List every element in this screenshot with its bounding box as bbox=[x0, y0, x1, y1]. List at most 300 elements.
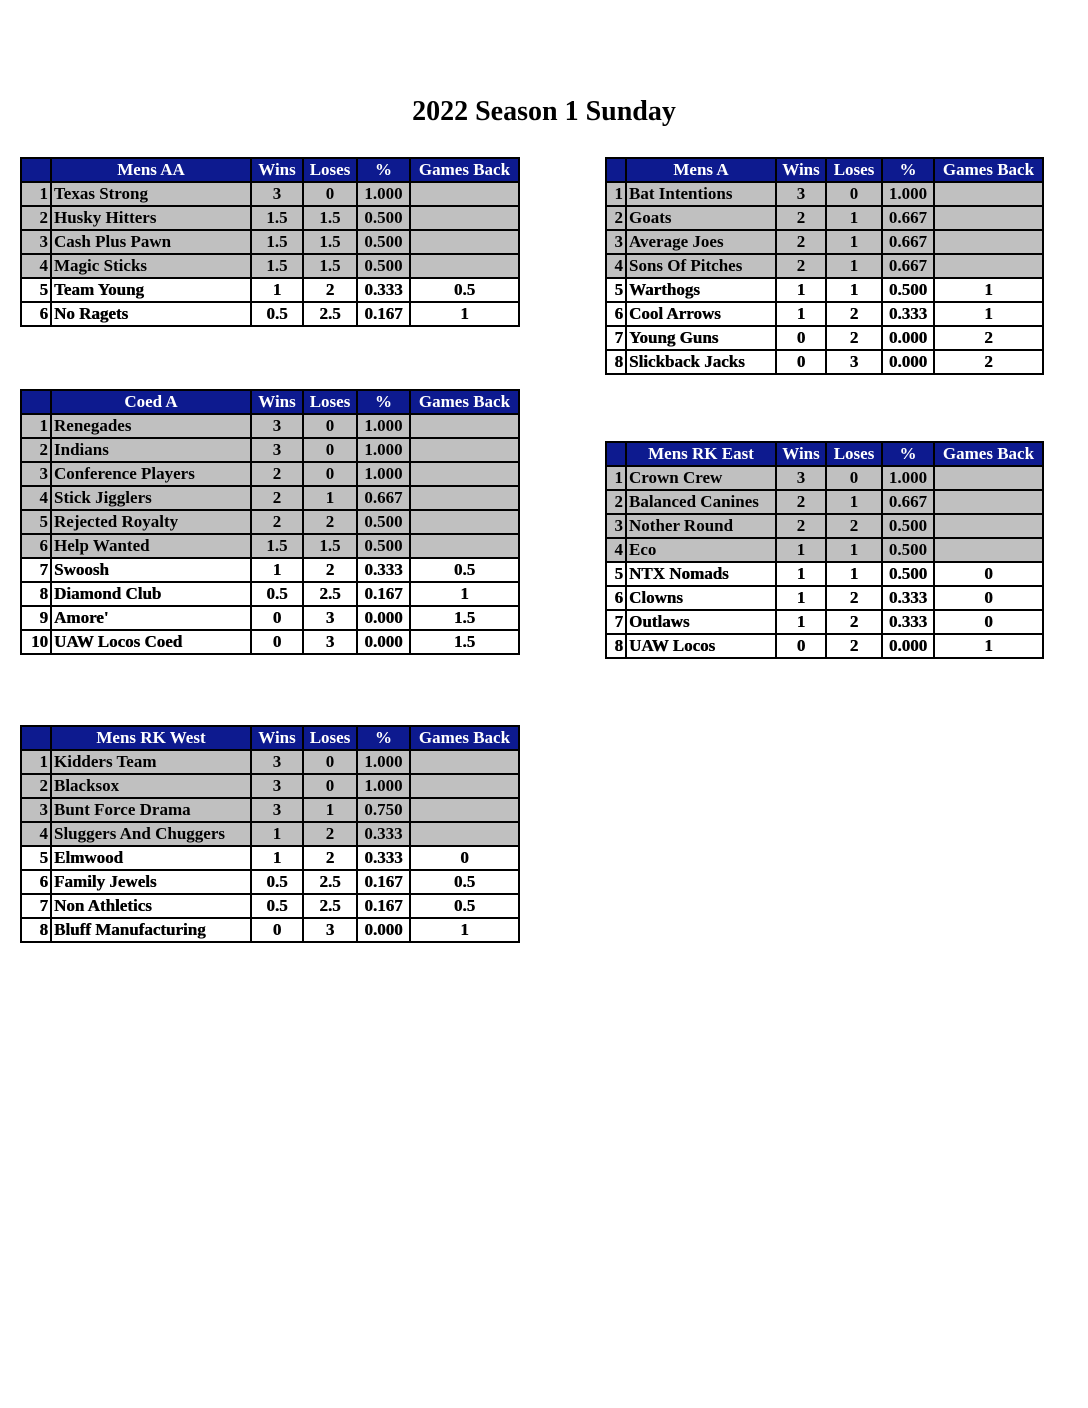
loses-cell: 1 bbox=[826, 538, 882, 562]
team-name-cell: Eco bbox=[626, 538, 776, 562]
games-back-header: Games Back bbox=[410, 158, 519, 182]
games-back-cell bbox=[410, 438, 519, 462]
wins-cell: 2 bbox=[251, 486, 303, 510]
games-back-cell: 1 bbox=[934, 278, 1043, 302]
standings-row bbox=[21, 534, 519, 558]
wins-cell: 1 bbox=[776, 562, 826, 586]
pct-cell: 1.000 bbox=[882, 182, 934, 206]
games-back-cell bbox=[410, 510, 519, 534]
games-back-header: Games Back bbox=[410, 390, 519, 414]
loses-cell: 0 bbox=[303, 438, 357, 462]
wins-cell: 3 bbox=[251, 750, 303, 774]
standings-row bbox=[21, 894, 519, 918]
pct-cell: 0.500 bbox=[882, 538, 934, 562]
mens-rk-east-standings-table bbox=[605, 441, 1044, 659]
team-name-cell: Cash Plus Pawn bbox=[51, 230, 251, 254]
pct-cell: 0.500 bbox=[357, 534, 410, 558]
pct-cell: 0.000 bbox=[357, 630, 410, 654]
standings-row bbox=[606, 490, 1043, 514]
pct-cell: 0.333 bbox=[357, 846, 410, 870]
games-back-cell bbox=[934, 466, 1043, 490]
team-name-cell: Conference Players bbox=[51, 462, 251, 486]
loses-header: Loses bbox=[303, 158, 357, 182]
rank-cell: 3 bbox=[21, 798, 51, 822]
loses-cell: 0 bbox=[303, 462, 357, 486]
team-name-cell: Non Athletics bbox=[51, 894, 251, 918]
pct-cell: 0.500 bbox=[357, 230, 410, 254]
pct-cell: 0.333 bbox=[882, 586, 934, 610]
team-name-cell: UAW Locos bbox=[626, 634, 776, 658]
wins-cell: 0.5 bbox=[251, 870, 303, 894]
loses-header: Loses bbox=[303, 390, 357, 414]
pct-cell: 1.000 bbox=[357, 414, 410, 438]
games-back-cell: 1 bbox=[410, 918, 519, 942]
wins-cell: 1.5 bbox=[251, 206, 303, 230]
team-name-cell: Young Guns bbox=[626, 326, 776, 350]
rank-header bbox=[606, 442, 626, 466]
loses-cell: 1 bbox=[826, 562, 882, 586]
rank-cell: 4 bbox=[21, 822, 51, 846]
loses-cell: 2.5 bbox=[303, 870, 357, 894]
rank-cell: 8 bbox=[21, 918, 51, 942]
pct-cell: 0.167 bbox=[357, 582, 410, 606]
division-name-header: Mens RK East bbox=[626, 442, 776, 466]
wins-header: Wins bbox=[251, 390, 303, 414]
rank-cell: 3 bbox=[21, 462, 51, 486]
games-back-cell: 0.5 bbox=[410, 894, 519, 918]
pct-cell: 1.000 bbox=[357, 182, 410, 206]
header-row bbox=[606, 442, 1043, 466]
games-back-cell: 1 bbox=[934, 634, 1043, 658]
pct-cell: 0.500 bbox=[882, 514, 934, 538]
games-back-cell bbox=[410, 254, 519, 278]
loses-cell: 0 bbox=[303, 414, 357, 438]
games-back-cell bbox=[410, 798, 519, 822]
games-back-cell: 1 bbox=[410, 582, 519, 606]
wins-cell: 0 bbox=[251, 918, 303, 942]
team-name-cell: Average Joes bbox=[626, 230, 776, 254]
wins-cell: 0 bbox=[776, 326, 826, 350]
rank-cell: 4 bbox=[606, 254, 626, 278]
loses-cell: 1 bbox=[826, 278, 882, 302]
games-back-header: Games Back bbox=[934, 158, 1043, 182]
games-back-cell bbox=[410, 750, 519, 774]
games-back-cell bbox=[934, 230, 1043, 254]
standings-row bbox=[606, 586, 1043, 610]
rank-cell: 5 bbox=[21, 510, 51, 534]
team-name-cell: Warthogs bbox=[626, 278, 776, 302]
team-name-cell: Indians bbox=[51, 438, 251, 462]
loses-cell: 0 bbox=[826, 466, 882, 490]
team-name-cell: Magic Sticks bbox=[51, 254, 251, 278]
standings-row bbox=[606, 254, 1043, 278]
wins-cell: 3 bbox=[251, 798, 303, 822]
standings-row bbox=[21, 462, 519, 486]
games-back-cell bbox=[410, 230, 519, 254]
loses-cell: 1.5 bbox=[303, 230, 357, 254]
standings-row bbox=[21, 302, 519, 326]
standings-row bbox=[606, 278, 1043, 302]
rank-cell: 10 bbox=[21, 630, 51, 654]
wins-cell: 2 bbox=[776, 490, 826, 514]
games-back-cell bbox=[410, 414, 519, 438]
division-name-header: Mens A bbox=[626, 158, 776, 182]
loses-cell: 1.5 bbox=[303, 534, 357, 558]
team-name-cell: NTX Nomads bbox=[626, 562, 776, 586]
page-title: 2022 Season 1 Sunday bbox=[412, 96, 676, 127]
standings-row bbox=[21, 206, 519, 230]
loses-cell: 2 bbox=[303, 510, 357, 534]
games-back-cell bbox=[934, 490, 1043, 514]
team-name-cell: Swoosh bbox=[51, 558, 251, 582]
standings-row bbox=[606, 350, 1043, 374]
standings-row bbox=[21, 230, 519, 254]
loses-header: Loses bbox=[303, 726, 357, 750]
loses-cell: 1 bbox=[826, 254, 882, 278]
standings-row bbox=[606, 182, 1043, 206]
rank-cell: 3 bbox=[606, 514, 626, 538]
pct-cell: 1.000 bbox=[357, 438, 410, 462]
header-row bbox=[21, 726, 519, 750]
loses-cell: 0 bbox=[303, 750, 357, 774]
pct-cell: 0.167 bbox=[357, 894, 410, 918]
standings-row bbox=[606, 230, 1043, 254]
wins-cell: 1.5 bbox=[251, 230, 303, 254]
wins-cell: 0 bbox=[251, 606, 303, 630]
rank-header bbox=[606, 158, 626, 182]
standings-row bbox=[21, 182, 519, 206]
wins-header: Wins bbox=[776, 442, 826, 466]
games-back-cell: 2 bbox=[934, 350, 1043, 374]
mens-aa-standings-table bbox=[20, 157, 520, 327]
loses-cell: 2.5 bbox=[303, 582, 357, 606]
games-back-cell: 1 bbox=[410, 302, 519, 326]
pct-cell: 1.000 bbox=[357, 774, 410, 798]
games-back-cell: 1 bbox=[934, 302, 1043, 326]
team-name-cell: UAW Locos Coed bbox=[51, 630, 251, 654]
rank-cell: 5 bbox=[21, 846, 51, 870]
wins-cell: 3 bbox=[251, 414, 303, 438]
team-name-cell: Balanced Canines bbox=[626, 490, 776, 514]
rank-cell: 6 bbox=[21, 870, 51, 894]
rank-cell: 2 bbox=[606, 206, 626, 230]
rank-cell: 7 bbox=[21, 558, 51, 582]
team-name-cell: Cool Arrows bbox=[626, 302, 776, 326]
team-name-cell: Husky Hitters bbox=[51, 206, 251, 230]
rank-header bbox=[21, 726, 51, 750]
team-name-cell: Texas Strong bbox=[51, 182, 251, 206]
pct-header: % bbox=[357, 390, 410, 414]
pct-cell: 0.333 bbox=[882, 610, 934, 634]
games-back-cell bbox=[934, 206, 1043, 230]
division-name-header: Mens RK West bbox=[51, 726, 251, 750]
division-name-header: Mens AA bbox=[51, 158, 251, 182]
loses-cell: 2 bbox=[826, 610, 882, 634]
team-name-cell: Amore' bbox=[51, 606, 251, 630]
standings-row bbox=[606, 562, 1043, 586]
standings-row bbox=[21, 582, 519, 606]
standings-row bbox=[606, 302, 1043, 326]
standings-row bbox=[21, 606, 519, 630]
games-back-cell bbox=[410, 534, 519, 558]
standings-row bbox=[606, 610, 1043, 634]
pct-cell: 0.333 bbox=[357, 278, 410, 302]
pct-cell: 0.167 bbox=[357, 302, 410, 326]
team-name-cell: Stick Jigglers bbox=[51, 486, 251, 510]
rank-cell: 8 bbox=[606, 634, 626, 658]
team-name-cell: No Ragets bbox=[51, 302, 251, 326]
loses-cell: 2 bbox=[303, 822, 357, 846]
mens-rk-west-standings-table bbox=[20, 725, 520, 943]
games-back-cell bbox=[410, 774, 519, 798]
loses-cell: 0 bbox=[303, 774, 357, 798]
loses-cell: 3 bbox=[303, 630, 357, 654]
games-back-cell bbox=[934, 538, 1043, 562]
team-name-cell: Diamond Club bbox=[51, 582, 251, 606]
team-name-cell: Blacksox bbox=[51, 774, 251, 798]
pct-cell: 0.667 bbox=[882, 254, 934, 278]
header-row bbox=[606, 158, 1043, 182]
pct-cell: 0.500 bbox=[882, 562, 934, 586]
pct-cell: 0.000 bbox=[882, 350, 934, 374]
pct-cell: 0.667 bbox=[882, 206, 934, 230]
games-back-cell: 0 bbox=[410, 846, 519, 870]
pct-header: % bbox=[357, 158, 410, 182]
loses-cell: 3 bbox=[303, 918, 357, 942]
loses-cell: 1 bbox=[826, 206, 882, 230]
wins-cell: 0.5 bbox=[251, 894, 303, 918]
header-row bbox=[21, 390, 519, 414]
rank-cell: 1 bbox=[606, 182, 626, 206]
rank-cell: 7 bbox=[606, 326, 626, 350]
loses-cell: 0 bbox=[826, 182, 882, 206]
loses-cell: 1.5 bbox=[303, 206, 357, 230]
team-name-cell: Rejected Royalty bbox=[51, 510, 251, 534]
loses-header: Loses bbox=[826, 158, 882, 182]
team-name-cell: Bluff Manufacturing bbox=[51, 918, 251, 942]
loses-cell: 2 bbox=[826, 586, 882, 610]
pct-cell: 1.000 bbox=[357, 462, 410, 486]
wins-cell: 0.5 bbox=[251, 582, 303, 606]
wins-cell: 1.5 bbox=[251, 254, 303, 278]
standings-row bbox=[606, 514, 1043, 538]
wins-cell: 2 bbox=[776, 514, 826, 538]
pct-cell: 0.500 bbox=[882, 278, 934, 302]
wins-cell: 1 bbox=[251, 846, 303, 870]
wins-header: Wins bbox=[251, 158, 303, 182]
rank-cell: 2 bbox=[606, 490, 626, 514]
wins-cell: 0 bbox=[776, 350, 826, 374]
rank-cell: 6 bbox=[21, 534, 51, 558]
pct-cell: 0.333 bbox=[357, 822, 410, 846]
loses-cell: 1 bbox=[303, 798, 357, 822]
games-back-cell bbox=[410, 462, 519, 486]
games-back-cell bbox=[934, 254, 1043, 278]
games-back-cell bbox=[410, 486, 519, 510]
games-back-cell bbox=[410, 182, 519, 206]
pct-cell: 0.500 bbox=[357, 206, 410, 230]
rank-cell: 6 bbox=[606, 302, 626, 326]
games-back-cell: 0 bbox=[934, 562, 1043, 586]
pct-cell: 0.167 bbox=[357, 870, 410, 894]
pct-cell: 0.667 bbox=[882, 230, 934, 254]
rank-cell: 7 bbox=[606, 610, 626, 634]
standings-row bbox=[21, 774, 519, 798]
loses-cell: 2 bbox=[826, 326, 882, 350]
wins-cell: 1 bbox=[776, 302, 826, 326]
division-name-header: Coed A bbox=[51, 390, 251, 414]
rank-cell: 4 bbox=[606, 538, 626, 562]
loses-cell: 3 bbox=[303, 606, 357, 630]
pct-cell: 0.500 bbox=[357, 510, 410, 534]
team-name-cell: Team Young bbox=[51, 278, 251, 302]
pct-cell: 1.000 bbox=[357, 750, 410, 774]
wins-cell: 1 bbox=[776, 538, 826, 562]
loses-cell: 1.5 bbox=[303, 254, 357, 278]
wins-cell: 1 bbox=[251, 822, 303, 846]
rank-header bbox=[21, 390, 51, 414]
wins-cell: 3 bbox=[251, 774, 303, 798]
loses-cell: 2 bbox=[303, 846, 357, 870]
wins-header: Wins bbox=[776, 158, 826, 182]
wins-cell: 0.5 bbox=[251, 302, 303, 326]
loses-cell: 1 bbox=[303, 486, 357, 510]
rank-cell: 1 bbox=[606, 466, 626, 490]
games-back-cell: 0.5 bbox=[410, 870, 519, 894]
rank-cell: 5 bbox=[21, 278, 51, 302]
standings-row bbox=[21, 918, 519, 942]
pct-cell: 0.333 bbox=[357, 558, 410, 582]
wins-cell: 2 bbox=[776, 230, 826, 254]
pct-cell: 1.000 bbox=[882, 466, 934, 490]
rank-cell: 4 bbox=[21, 486, 51, 510]
rank-cell: 1 bbox=[21, 750, 51, 774]
rank-cell: 7 bbox=[21, 894, 51, 918]
games-back-cell bbox=[410, 822, 519, 846]
games-back-cell: 0.5 bbox=[410, 278, 519, 302]
rank-cell: 8 bbox=[21, 582, 51, 606]
loses-cell: 2 bbox=[303, 558, 357, 582]
standings-row bbox=[21, 750, 519, 774]
rank-cell: 3 bbox=[606, 230, 626, 254]
team-name-cell: Renegades bbox=[51, 414, 251, 438]
wins-cell: 0 bbox=[251, 630, 303, 654]
wins-cell: 2 bbox=[251, 462, 303, 486]
loses-header: Loses bbox=[826, 442, 882, 466]
loses-cell: 2.5 bbox=[303, 302, 357, 326]
pct-header: % bbox=[882, 158, 934, 182]
mens-a-standings-table bbox=[605, 157, 1044, 375]
wins-cell: 1 bbox=[776, 610, 826, 634]
games-back-cell: 1.5 bbox=[410, 606, 519, 630]
wins-cell: 2 bbox=[776, 254, 826, 278]
games-back-cell: 0 bbox=[934, 610, 1043, 634]
header-row bbox=[21, 158, 519, 182]
loses-cell: 1 bbox=[826, 490, 882, 514]
games-back-cell: 0.5 bbox=[410, 558, 519, 582]
rank-cell: 5 bbox=[606, 562, 626, 586]
games-back-header: Games Back bbox=[410, 726, 519, 750]
standings-row bbox=[606, 206, 1043, 230]
standings-row bbox=[606, 634, 1043, 658]
team-name-cell: Clowns bbox=[626, 586, 776, 610]
games-back-cell bbox=[934, 514, 1043, 538]
wins-cell: 3 bbox=[251, 438, 303, 462]
rank-cell: 2 bbox=[21, 774, 51, 798]
team-name-cell: Bat Intentions bbox=[626, 182, 776, 206]
loses-cell: 2 bbox=[826, 634, 882, 658]
pct-cell: 0.333 bbox=[882, 302, 934, 326]
wins-cell: 0 bbox=[776, 634, 826, 658]
standings-row bbox=[21, 558, 519, 582]
wins-cell: 3 bbox=[776, 182, 826, 206]
loses-cell: 2 bbox=[826, 302, 882, 326]
standings-row bbox=[21, 278, 519, 302]
pct-cell: 0.750 bbox=[357, 798, 410, 822]
team-name-cell: Outlaws bbox=[626, 610, 776, 634]
pct-cell: 0.667 bbox=[357, 486, 410, 510]
games-back-cell: 0 bbox=[934, 586, 1043, 610]
pct-cell: 0.000 bbox=[882, 634, 934, 658]
wins-cell: 1 bbox=[251, 278, 303, 302]
pct-header: % bbox=[357, 726, 410, 750]
wins-cell: 2 bbox=[776, 206, 826, 230]
loses-cell: 0 bbox=[303, 182, 357, 206]
standings-row bbox=[21, 510, 519, 534]
wins-cell: 1.5 bbox=[251, 534, 303, 558]
standings-row bbox=[21, 414, 519, 438]
team-name-cell: Elmwood bbox=[51, 846, 251, 870]
team-name-cell: Family Jewels bbox=[51, 870, 251, 894]
team-name-cell: Bunt Force Drama bbox=[51, 798, 251, 822]
team-name-cell: Sons Of Pitches bbox=[626, 254, 776, 278]
standings-row bbox=[21, 822, 519, 846]
rank-cell: 3 bbox=[21, 230, 51, 254]
games-back-header: Games Back bbox=[934, 442, 1043, 466]
standings-row bbox=[21, 798, 519, 822]
rank-cell: 6 bbox=[21, 302, 51, 326]
team-name-cell: Crown Crew bbox=[626, 466, 776, 490]
games-back-cell: 1.5 bbox=[410, 630, 519, 654]
rank-cell: 1 bbox=[21, 182, 51, 206]
rank-cell: 6 bbox=[606, 586, 626, 610]
standings-row bbox=[21, 846, 519, 870]
team-name-cell: Nother Round bbox=[626, 514, 776, 538]
wins-cell: 1 bbox=[776, 586, 826, 610]
standings-row bbox=[606, 538, 1043, 562]
rank-cell: 8 bbox=[606, 350, 626, 374]
loses-cell: 1 bbox=[826, 230, 882, 254]
pct-cell: 0.667 bbox=[882, 490, 934, 514]
rank-header bbox=[21, 158, 51, 182]
coed-a-standings-table bbox=[20, 389, 520, 655]
wins-cell: 3 bbox=[251, 182, 303, 206]
pct-cell: 0.000 bbox=[357, 606, 410, 630]
rank-cell: 5 bbox=[606, 278, 626, 302]
rank-cell: 2 bbox=[21, 438, 51, 462]
standings-row bbox=[606, 466, 1043, 490]
pct-header: % bbox=[882, 442, 934, 466]
pct-cell: 0.000 bbox=[357, 918, 410, 942]
loses-cell: 2 bbox=[826, 514, 882, 538]
rank-cell: 9 bbox=[21, 606, 51, 630]
rank-cell: 1 bbox=[21, 414, 51, 438]
loses-cell: 2.5 bbox=[303, 894, 357, 918]
team-name-cell: Help Wanted bbox=[51, 534, 251, 558]
wins-cell: 1 bbox=[251, 558, 303, 582]
loses-cell: 2 bbox=[303, 278, 357, 302]
loses-cell: 3 bbox=[826, 350, 882, 374]
